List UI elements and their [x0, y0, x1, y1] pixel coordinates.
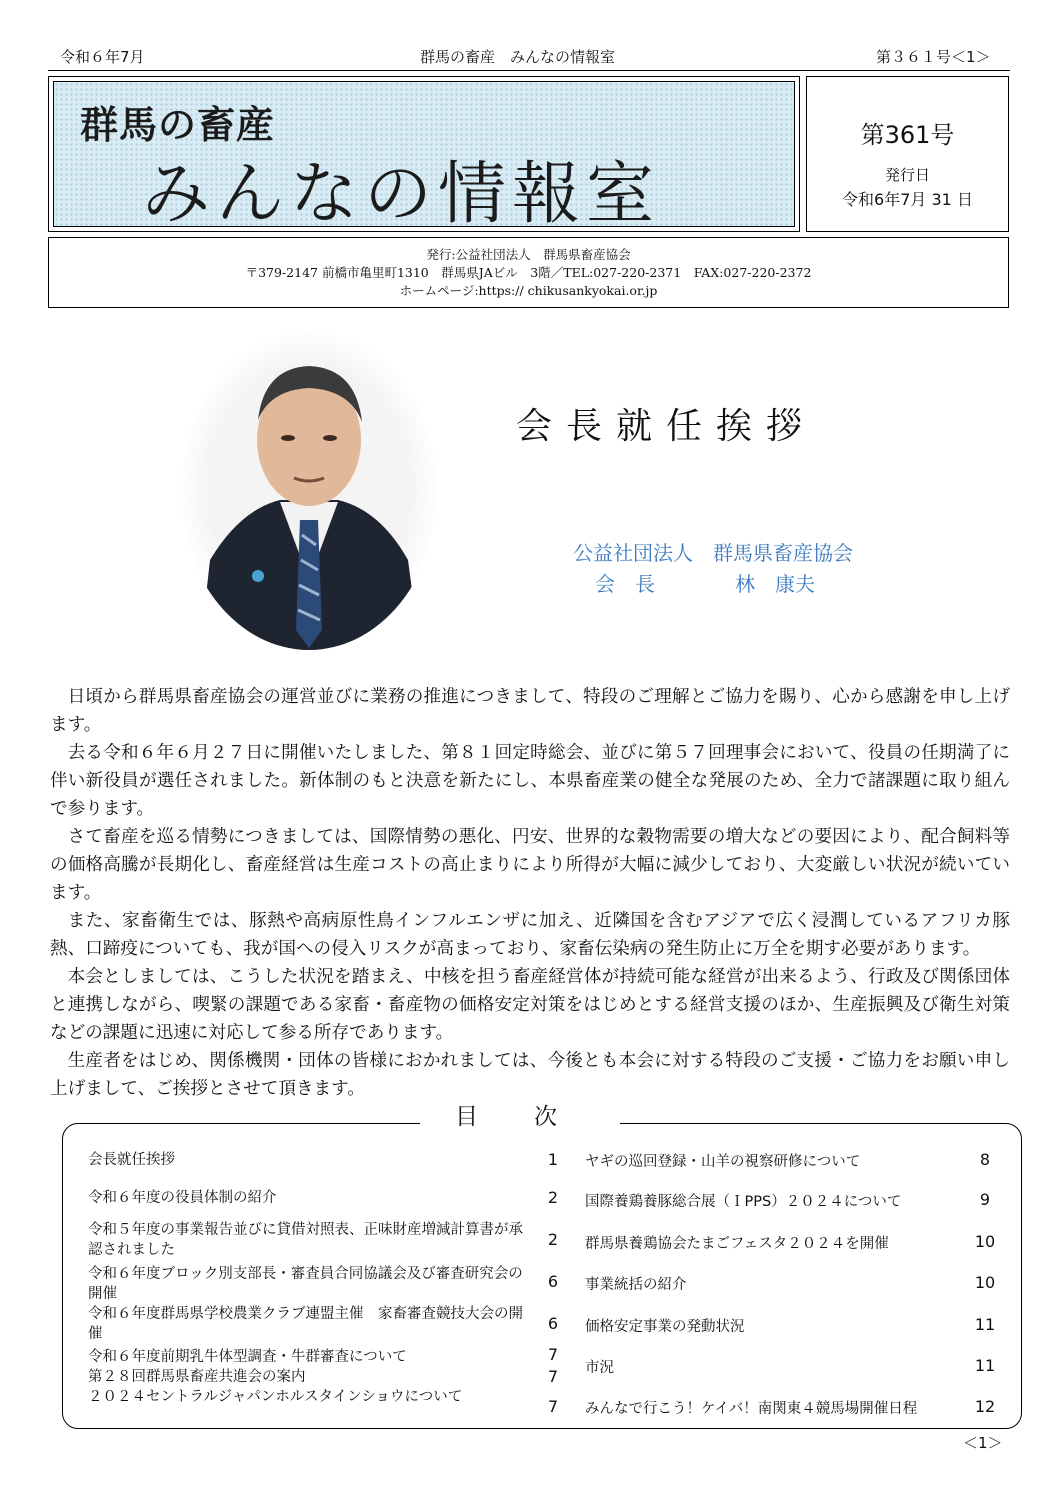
toc-page: 6: [547, 1272, 559, 1291]
issue-number: 第361号: [860, 121, 955, 149]
toc-page: 10: [974, 1232, 996, 1251]
toc-page: 9: [979, 1190, 991, 1209]
masthead-big-title: みんなの情報室: [142, 155, 661, 234]
greeting-signature: [573, 538, 853, 600]
toc-item[interactable]: ヤギの巡回登録・山羊の視察研修について: [585, 1154, 861, 1170]
toc-item[interactable]: ２０２４セントラルジャパンホルスタインショウについて: [88, 1389, 463, 1405]
toc-page: 11: [974, 1315, 996, 1334]
toc-page: 2: [547, 1188, 559, 1207]
toc-page: 7: [547, 1345, 559, 1364]
header-title: 群馬の畜産 みんなの情報室: [420, 48, 616, 66]
greeting-org: 公益社団法人 群馬県畜産協会: [573, 541, 853, 565]
publisher-line: 発行:公益社団法人 群馬県畜産協会: [426, 247, 631, 262]
toc-title: 目次: [420, 1098, 620, 1131]
toc-item[interactable]: 国際養鶏養豚総合展（ＩPPS）２０２４について: [585, 1194, 902, 1210]
toc-page: 1: [547, 1150, 559, 1169]
chairman-portrait: [180, 330, 438, 650]
toc-page: 7: [547, 1367, 559, 1386]
toc-page: 8: [979, 1150, 991, 1169]
toc-item[interactable]: 事業統括の紹介: [585, 1277, 687, 1293]
toc-page: 2: [547, 1230, 559, 1249]
toc-item[interactable]: 令和６年度ブロック別支部長・審査員合同協議会及び審査研究会の開催: [88, 1266, 523, 1302]
toc-item[interactable]: 価格安定事業の発動状況: [585, 1319, 745, 1335]
toc-item[interactable]: 市況: [585, 1360, 614, 1376]
greeting-title: 会長就任挨拶: [516, 406, 817, 447]
toc-item[interactable]: 令和５年度の事業報告並びに貸借対照表、正味財産増減計算書が承認されました: [88, 1222, 523, 1258]
toc-page: 10: [974, 1273, 996, 1292]
greeting-paragraph: さて畜産を巡る情勢につきましては、国際情勢の悪化、円安、世界的な穀物需要の増大などの要因により、配合飼料等の価格高騰が長期化し、畜産経営は生産コストの高止まりにより所得が大幅に減少しており、大変厳しい状況が続いています。: [50, 827, 1010, 903]
toc-item[interactable]: 会長就任挨拶: [88, 1152, 175, 1168]
toc-page: 12: [974, 1397, 996, 1416]
issue-date: 令和6年7月 31 日: [842, 190, 973, 209]
toc-page: 7: [547, 1397, 559, 1416]
toc-item[interactable]: 令和６年度前期乳牛体型調査・牛群審査について: [88, 1349, 407, 1365]
greeting-paragraph: 生産者をはじめ、関係機関・団体の皆様におかれましては、今後とも本会に対する特段のご支援・ご協力をお願い申し上げまして、ご挨拶とさせて頂きます。: [50, 1051, 1010, 1099]
toc-page: 11: [974, 1356, 996, 1375]
greeting-paragraph: また、家畜衛生では、豚熱や高病原性鳥インフルエンザに加え、近隣国を含むアジアで広く浸潤しているアフリカ豚熱、口蹄疫についても、我が国への侵入リスクが高まっており、家畜伝染病の発生防止に万全を期す必要があります。: [50, 911, 1010, 959]
greeting-role-name: 会 長 林 康夫: [595, 572, 815, 596]
masthead: [48, 76, 800, 232]
toc-item[interactable]: 令和６年度群馬県学校農業クラブ連盟主催 家畜審査競技大会の開催: [88, 1306, 523, 1342]
publisher-address: 〒379-2147 前橋市亀里町1310 群馬県JAビル 3階／TEL:027-220-2371 FAX:027-220-2372: [245, 265, 812, 280]
page-number: ＜1＞: [963, 1434, 1003, 1452]
toc-item[interactable]: 第２８回群馬県畜産共進会の案内: [88, 1369, 306, 1385]
masthead-small-title: 群馬の畜産: [80, 102, 276, 147]
header-date: 令和６年7月: [60, 48, 145, 66]
publisher-homepage: ホームページ:https:// chikusankyokai.or.jp: [399, 283, 658, 298]
header-issue: 第３６１号＜1＞: [876, 48, 991, 66]
greeting-paragraph: 去る令和６年６月２７日に開催いたしました、第８１回定時総会、並びに第５７回理事会において、役員の任期満了に伴い新役員が選任されました。新体制のもと決意を新たにし、本県畜産業の健全な発展のため、全力で諸課題に取り組んで参ります。: [50, 743, 1010, 819]
toc-page: 6: [547, 1314, 559, 1333]
issue-date-label: 発行日: [884, 166, 930, 184]
greeting-paragraph: 本会としましては、こうした状況を踏まえ、中核を担う畜産経営体が持続可能な経営が出来るよう、行政及び関係団体と連携しながら、喫緊の課題である家畜・畜産物の価格安定対策をはじめとする経営支援のほか、生産振興及び衛生対策などの課題に迅速に対応して参る所存であります。: [50, 967, 1010, 1043]
greeting-paragraph: 日頃から群馬県畜産協会の運営並びに業務の推進につきまして、特段のご理解とご協力を賜り、心から感謝を申し上げます。: [50, 687, 1010, 735]
toc-item[interactable]: 令和６年度の役員体制の紹介: [88, 1190, 277, 1206]
header-rule: [48, 70, 1010, 71]
portrait-illustration: [180, 330, 438, 650]
publisher-box: [48, 237, 1009, 308]
greeting-body: [50, 683, 1010, 1103]
issue-box: [806, 76, 1009, 232]
toc-item[interactable]: みんなで行こう！ケイバ！南関東４競馬場開催日程: [585, 1401, 918, 1417]
toc-item[interactable]: 群馬県養鶏協会たまごフェスタ２０２４を開催: [585, 1236, 889, 1252]
